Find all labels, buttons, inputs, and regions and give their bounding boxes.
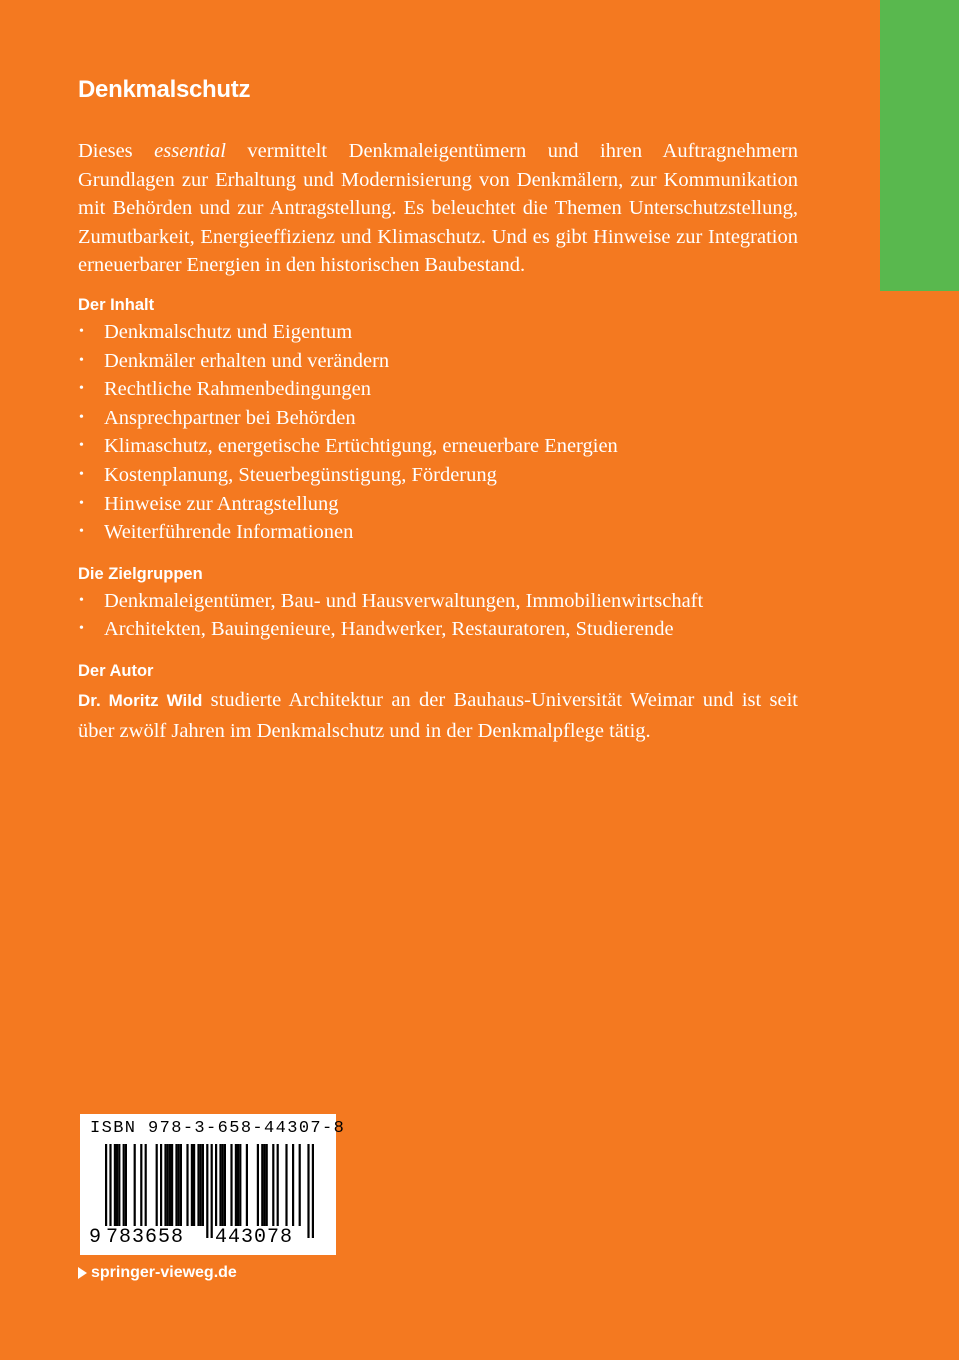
barcode-bar bbox=[211, 1144, 213, 1238]
book-title: Denkmalschutz bbox=[78, 76, 251, 103]
list-item bbox=[78, 518, 798, 547]
barcode-bar bbox=[169, 1144, 171, 1226]
barcode-bar bbox=[235, 1144, 237, 1226]
isbn-barcode bbox=[80, 1114, 346, 1255]
list-item-text: Architekten, Bauingenieure, Handwerker, Restauratoren, Studierende bbox=[104, 618, 674, 641]
list-item bbox=[78, 375, 798, 404]
section-heading-zielgruppen: Die Zielgruppen bbox=[78, 564, 203, 583]
play-arrow-icon bbox=[78, 1267, 87, 1279]
barcode-bar bbox=[261, 1144, 263, 1226]
barcode-bar bbox=[246, 1144, 248, 1226]
barcode-bar bbox=[114, 1144, 116, 1226]
barcode-bar bbox=[140, 1144, 142, 1226]
barcode-bar bbox=[186, 1144, 188, 1226]
barcode-bar bbox=[180, 1144, 182, 1226]
list-item bbox=[78, 404, 798, 433]
publisher-link[interactable] bbox=[78, 1263, 237, 1283]
bullet-icon: • bbox=[79, 438, 84, 454]
barcode-bar bbox=[164, 1144, 166, 1226]
barcode-bar bbox=[175, 1144, 177, 1226]
barcode-digits-left: 783658 bbox=[106, 1226, 185, 1249]
barcode-bar bbox=[299, 1144, 301, 1226]
barcode-bar bbox=[123, 1144, 125, 1226]
barcode-bar bbox=[156, 1144, 158, 1226]
barcode-bar bbox=[215, 1144, 217, 1226]
barcode-bar bbox=[285, 1144, 287, 1226]
barcode-bar bbox=[197, 1144, 199, 1226]
bullet-icon: • bbox=[79, 621, 84, 637]
barcode-bar bbox=[200, 1144, 202, 1226]
barcode-bar bbox=[125, 1144, 127, 1226]
author-name: Dr. Moritz Wild bbox=[78, 690, 203, 710]
list-item bbox=[78, 490, 798, 519]
list-item-text: Ansprechpartner bei Behörden bbox=[104, 406, 356, 429]
barcode-bar bbox=[167, 1144, 169, 1226]
list-item-text: Kostenplanung, Steuerbegünstigung, Förderung bbox=[104, 463, 497, 486]
barcode-digits bbox=[80, 1226, 336, 1252]
inhalt-list bbox=[78, 318, 798, 547]
zielgruppen-list bbox=[78, 587, 798, 644]
barcode-bar bbox=[193, 1144, 195, 1226]
section-heading-autor: Der Autor bbox=[78, 661, 154, 680]
author-bio-text: studierte Architektur an der Bauhaus-Universität Weimar und ist seit über zwölf Jahren im Denkmalschutz und in der Denkmalpflege tätig. bbox=[78, 688, 799, 742]
barcode-bar bbox=[263, 1144, 265, 1226]
author-bio bbox=[78, 685, 798, 747]
bullet-icon: • bbox=[79, 466, 84, 482]
barcode-bar bbox=[237, 1144, 239, 1226]
barcode-bar bbox=[116, 1144, 118, 1226]
barcode-digits-right: 443078 bbox=[215, 1226, 294, 1249]
intro-text-rest: vermittelt Denkmaleigentümern und ihren Auftragnehmern Grundlagen zur Erhaltung und Modernisierung von Denkmälern, zur Kommunikation mit Behörden und zur Antragstellung. Es beleuchtet die Themen Unterschutzstellung, Zumutbarkeit, Energieeffizienz und Klimaschutz. Und es gibt Hinweise zur Integration erneuerbarer Energien in den historischen Baubestand. bbox=[78, 140, 798, 277]
barcode-bar bbox=[277, 1144, 279, 1226]
back-cover-text bbox=[78, 74, 798, 747]
list-item-text: Weiterführende Informationen bbox=[104, 521, 354, 544]
intro-emphasis: essential bbox=[154, 140, 226, 162]
barcode-bar bbox=[222, 1144, 224, 1226]
barcode-bar bbox=[272, 1144, 274, 1226]
barcode-bar bbox=[307, 1144, 309, 1238]
barcode-bar bbox=[219, 1144, 221, 1226]
bullet-icon: • bbox=[79, 524, 84, 540]
list-item-text: Denkmalschutz und Eigentum bbox=[104, 320, 353, 343]
isbn-label: ISBN 978-3-658-44307-8 bbox=[90, 1119, 346, 1138]
list-item bbox=[78, 587, 798, 616]
list-item bbox=[78, 318, 798, 347]
bullet-icon: • bbox=[79, 409, 84, 425]
bullet-icon: • bbox=[79, 323, 84, 339]
bullet-icon: • bbox=[79, 381, 84, 397]
list-item bbox=[78, 432, 798, 461]
barcode-bar bbox=[239, 1144, 241, 1226]
barcode-bar bbox=[178, 1144, 180, 1226]
bullet-icon: • bbox=[79, 495, 84, 511]
barcode-bar bbox=[160, 1144, 162, 1226]
green-corner-tab bbox=[880, 0, 959, 291]
list-item bbox=[78, 461, 798, 490]
publisher-link-text: springer-vieweg.de bbox=[91, 1264, 237, 1281]
barcode-digit-first: 9 bbox=[89, 1226, 102, 1249]
list-item-text: Hinweise zur Antragstellung bbox=[104, 492, 339, 515]
barcode-bar bbox=[105, 1144, 107, 1238]
intro-paragraph bbox=[78, 137, 798, 280]
barcode-bar bbox=[292, 1144, 294, 1226]
section-heading-inhalt: Der Inhalt bbox=[78, 295, 155, 314]
list-item-text: Rechtliche Rahmenbedingungen bbox=[104, 378, 371, 401]
bullet-icon: • bbox=[79, 352, 84, 368]
barcode-bar bbox=[230, 1144, 232, 1226]
barcode-bar bbox=[171, 1144, 173, 1226]
barcode-bar bbox=[109, 1144, 111, 1238]
barcode-bar bbox=[206, 1144, 208, 1238]
barcode-bar bbox=[224, 1144, 226, 1226]
intro-text-start: Dieses bbox=[78, 140, 155, 162]
barcode-bar bbox=[191, 1144, 193, 1226]
barcode-bar bbox=[145, 1144, 147, 1226]
barcode-bar bbox=[118, 1144, 120, 1226]
list-item bbox=[78, 615, 798, 644]
barcode-bar bbox=[266, 1144, 268, 1226]
barcode-bar bbox=[134, 1144, 136, 1226]
list-item-text: Klimaschutz, energetische Ertüchtigung, erneuerbare Energien bbox=[104, 435, 618, 458]
barcode-bar bbox=[312, 1144, 314, 1238]
bullet-icon: • bbox=[79, 592, 84, 608]
list-item-text: Denkmäler erhalten und verändern bbox=[104, 349, 390, 372]
barcode-bar bbox=[257, 1144, 259, 1226]
list-item bbox=[78, 347, 798, 376]
list-item-text: Denkmaleigentümer, Bau- und Hausverwaltungen, Immobilienwirtschaft bbox=[104, 589, 704, 612]
barcode-bar bbox=[202, 1144, 204, 1226]
